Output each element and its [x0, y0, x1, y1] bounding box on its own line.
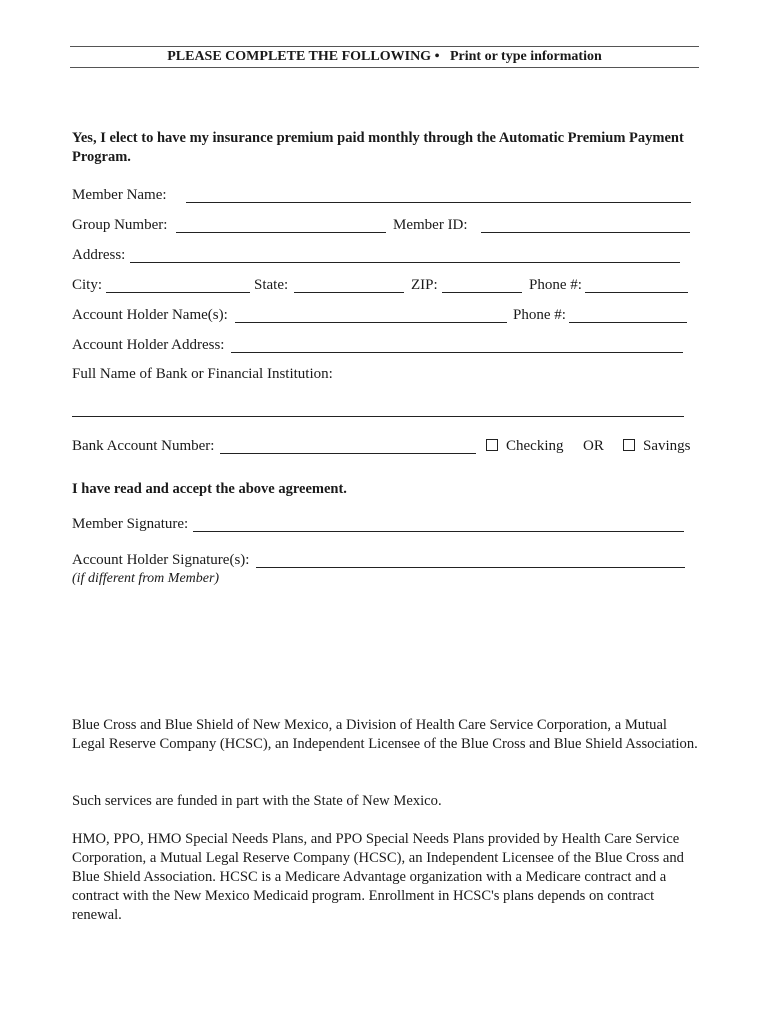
- form-header: [70, 46, 699, 68]
- agreement-statement: I have read and accept the above agreement.: [72, 481, 347, 497]
- bank-account-number-label: Bank Account Number:: [72, 438, 215, 454]
- state-label: State:: [254, 277, 289, 293]
- group-number-field[interactable]: [176, 218, 386, 233]
- phone-label-2: Phone #:: [513, 307, 566, 323]
- bank-account-number-field[interactable]: [220, 439, 476, 454]
- account-holder-names-label: Account Holder Name(s):: [72, 307, 228, 323]
- phone-field-1[interactable]: [585, 278, 688, 293]
- city-field[interactable]: [106, 278, 250, 293]
- header-title: PLEASE COMPLETE THE FOLLOWING: [167, 49, 432, 64]
- account-holder-address-field[interactable]: [231, 338, 683, 353]
- city-label: City:: [72, 277, 103, 293]
- savings-label: Savings: [643, 438, 691, 454]
- footer-paragraph-2: Such services are funded in part with the State of New Mexico.: [72, 793, 442, 809]
- account-holder-address-label: Account Holder Address:: [72, 337, 225, 353]
- form-header-text: [70, 49, 699, 65]
- address-field[interactable]: [130, 248, 680, 263]
- member-signature-label: Member Signature:: [72, 516, 189, 532]
- footer-paragraph-1: Blue Cross and Blue Shield of New Mexico, a Division of Health Care Service Corporation, a Mutual Legal Reserve Company (HCSC), an Independent Licensee of the Blue Cross and Blue Shield Association.: [72, 717, 698, 752]
- phone-label-1: Phone #:: [529, 277, 582, 293]
- account-holder-names-field[interactable]: [235, 308, 507, 323]
- checking-checkbox[interactable]: [486, 439, 498, 451]
- address-label: Address:: [72, 247, 126, 263]
- checking-label: Checking: [506, 438, 564, 454]
- header-bullet: •: [434, 49, 440, 64]
- state-field[interactable]: [294, 278, 404, 293]
- member-name-field[interactable]: [186, 188, 691, 203]
- account-holder-signature-note: (if different from Member): [72, 571, 220, 586]
- account-holder-signature-label: Account Holder Signature(s):: [72, 552, 250, 568]
- footer-paragraph-3: HMO, PPO, HMO Special Needs Plans, and PPO Special Needs Plans provided by Health Care Service Corporation, a Mutual Legal Reserve Company (HCSC), an Independent Licensee of the Blue Cross and Blue Shield Association. HCSC is a Medicare Advantage organization with a Medicare contract and a contract with the New Mexico Medicaid program. Enrollment in HCSC's plans depends on contract renewal.: [72, 831, 684, 923]
- or-label: OR: [583, 438, 604, 454]
- member-id-field[interactable]: [481, 218, 690, 233]
- zip-field[interactable]: [442, 278, 522, 293]
- election-statement: Yes, I elect to have my insurance premium paid monthly through the Automatic Premium Payment Program.: [72, 130, 684, 165]
- savings-checkbox[interactable]: [623, 439, 635, 451]
- zip-label: ZIP:: [411, 277, 438, 293]
- group-number-label: Group Number:: [72, 217, 168, 233]
- header-subtitle: Print or type information: [449, 49, 602, 64]
- member-id-label: Member ID:: [393, 217, 468, 233]
- phone-field-2[interactable]: [569, 308, 687, 323]
- bank-name-label: Full Name of Bank or Financial Institution:: [72, 366, 333, 382]
- member-signature-field[interactable]: [193, 517, 684, 532]
- member-name-label: Member Name:: [72, 187, 167, 203]
- bank-name-field[interactable]: [72, 402, 684, 417]
- account-holder-signature-field[interactable]: [256, 553, 685, 568]
